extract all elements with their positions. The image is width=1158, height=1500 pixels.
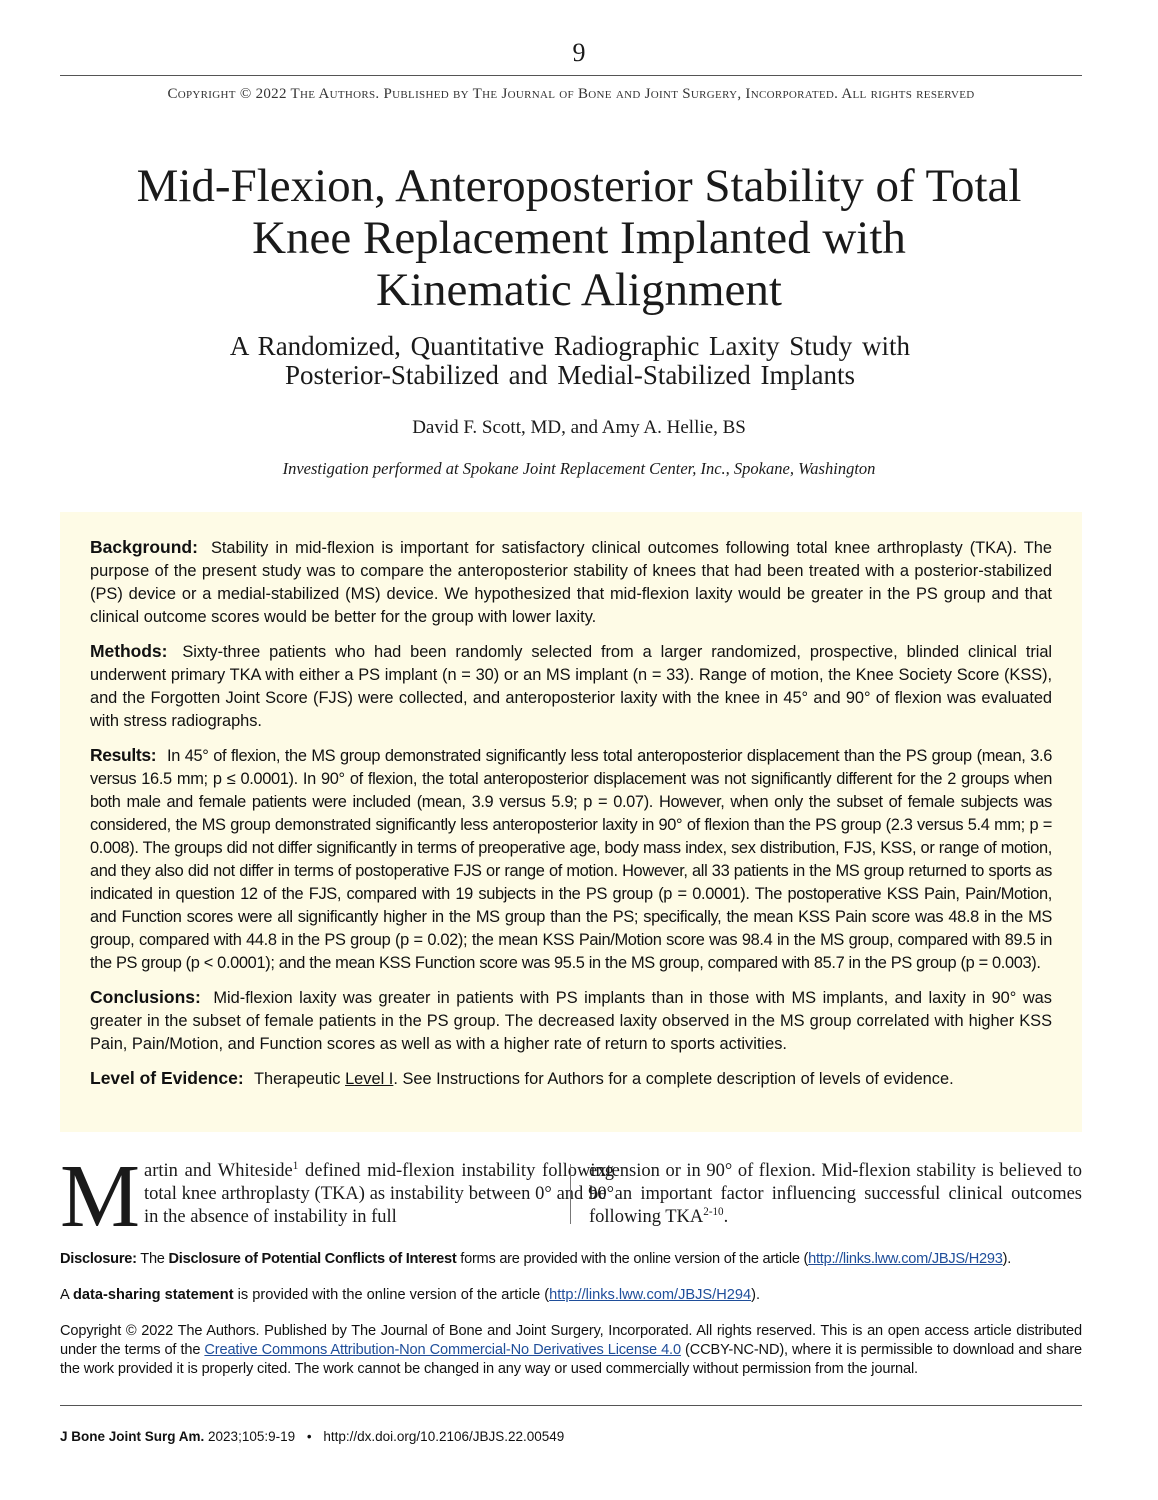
abstract-level-of-evidence [90, 1067, 1052, 1091]
abstract-methods [90, 640, 1052, 733]
data-sharing-text: is provided with the online version of the article ( [237, 1287, 550, 1303]
data-sharing-label: data-sharing statement [73, 1287, 234, 1303]
data-sharing-link[interactable]: http://links.lww.com/JBJS/H294 [549, 1287, 752, 1303]
title-line: Mid-Flexion, Anteroposterior Stability of Total [136, 160, 1022, 212]
doi-link[interactable]: http://dx.doi.org/10.2106/JBJS.22.00549 [323, 1429, 565, 1444]
intro-column-right [589, 1160, 1082, 1229]
license-link[interactable]: Creative Commons Attribution-Non Commercial-No Derivatives License 4.0 [204, 1342, 681, 1358]
citation: 2023;105:9-19 [208, 1429, 296, 1444]
author-list: David F. Scott, MD, and Amy A. Hellie, BS [412, 417, 746, 438]
article-title [80, 160, 1078, 316]
disclosure-statement [60, 1250, 1082, 1269]
intro-text: artin and Whiteside [144, 1161, 293, 1181]
data-sharing-text: A [60, 1287, 69, 1303]
disclosure-label: Disclosure: [60, 1251, 137, 1267]
title-line: Knee Replacement Implanted with [252, 212, 906, 264]
intro-text: extension or in 90° of flexion. Mid-flexion stability is believed to be an important factor influencing successful clinical outcomes following TKA [589, 1161, 1082, 1227]
copyright-text: Copyright © 2022 The Authors. Published by The Journal of Bone and Joint Surgery, Incorporated. All rights reserved. This is an open access article distributed under the terms of the [60, 1323, 1082, 1358]
reference-superscript[interactable]: 2-10 [703, 1205, 724, 1218]
intro-text: defined mid-flexion instability following total knee arthroplasty (TKA) as instability between 0° and 90° in the absence of instability in full [144, 1161, 614, 1227]
disclosure-text: The [140, 1251, 165, 1267]
reference-superscript[interactable]: 1 [292, 1159, 299, 1172]
footer-rule [60, 1405, 1082, 1406]
abstract-box [60, 512, 1082, 1132]
section-label: Conclusions: [90, 987, 201, 1007]
abstract-conclusions [90, 986, 1052, 1056]
page-footer [60, 1429, 1082, 1444]
data-sharing-statement [60, 1286, 1082, 1305]
section-label: Methods: [90, 641, 168, 661]
disclosure-text: forms are provided with the online version of the article ( [460, 1251, 809, 1267]
drop-cap: M [60, 1147, 141, 1246]
disclosure-text: ). [1002, 1251, 1012, 1267]
page-number: 9 [572, 38, 586, 67]
section-text: Therapeutic [253, 1070, 341, 1088]
intro-paragraph [60, 1147, 1082, 1246]
intro-text: . [723, 1207, 729, 1227]
copyright-text: (CCBY-NC-ND), where it is permissible to download and share the work provided it is properly cited. The work cannot be changed in any way or used commercially without permission from the journal. [60, 1342, 1082, 1377]
section-text: . See Instructions for Authors for a complete description of levels of evidence. [393, 1070, 954, 1088]
header-rule [60, 75, 1082, 76]
data-sharing-text: ). [751, 1287, 761, 1303]
copyright-notice [60, 1322, 1082, 1379]
abstract-background [90, 536, 1052, 629]
column-divider [570, 1164, 571, 1224]
section-label: Results: [90, 745, 157, 765]
title-line: Kinematic Alignment [376, 264, 782, 316]
disclosure-link[interactable]: http://links.lww.com/JBJS/H293 [808, 1251, 1003, 1267]
subtitle-line: Posterior-Stabilized and Medial-Stabilized Implants [284, 360, 856, 390]
section-text: Stability in mid-flexion is important for satisfactory clinical outcomes following total knee arthroplasty (TKA). The purpose of the present study was to compare the anteroposterior stability of knees that had been treated with a posterior-stabilized (PS) device or a medial-stabilized (MS) device. We hypothesized that mid-flexion laxity would be greater in the PS group and that clinical outcome scores would be better for the group with lower laxity. [90, 539, 1052, 626]
running-head: Copyright © 2022 The Authors. Published by The Journal of Bone and Joint Surgery, Incorporated. All rights reserved [167, 86, 975, 102]
section-text: In 45° of flexion, the MS group demonstrated significantly less total anteroposterior displacement than the PS group (mean, 3.6 versus 16.5 mm; p ≤ 0.0001). In 90° of flexion, the total anteroposterior displacement was not significantly different for the 2 groups when both male and female patients were included (mean, 3.9 versus 5.9; p = 0.07). However, when only the subset of female subjects was considered, the MS group demonstrated significantly less anteroposterior laxity in 90° of flexion than the PS group (2.3 versus 5.4 mm; p = 0.008). The groups did not differ significantly in terms of preoperative age, body mass index, sex distribution, FJS, KSS, or range of motion, and they also did not differ in terms of postoperative FJS or range of motion. However, all 33 patients in the MS group returned to sports as indicated in question 12 of the FJS, compared with 19 subjects in the PS group (p = 0.0001). The postoperative KSS Pain, Pain/Motion, and Function scores were all significantly higher in the MS group than the PS; specifically, the mean KSS Pain score was 48.8 in the MS group, compared with 44.8 in the PS group (p = 0.02); the mean KSS Pain/Motion score was 98.4 in the MS group, compared with 89.5 in the PS group (p < 0.0001); and the mean KSS Function score was 95.5 in the MS group, compared with 85.7 in the PS group (p = 0.003). [90, 747, 1052, 972]
disclosure-forms: Disclosure of Potential Conflicts of Interest [168, 1251, 457, 1267]
bullet-separator: • [306, 1429, 312, 1444]
investigation-site: Investigation performed at Spokane Joint Replacement Center, Inc., Spokane, Washington [282, 459, 876, 478]
section-label: Level of Evidence: [90, 1068, 244, 1088]
section-text: Sixty-three patients who had been randomly selected from a larger randomized, prospective, blinded clinical trial underwent primary TKA with either a PS implant (n = 30) or an MS implant (n = 33). Range of motion, the Knee Society Score (KSS), and the Forgotten Joint Score (FJS) were collected, and anteroposterior laxity with the knee in 45° and 90° of flexion was evaluated with stress radiographs. [90, 643, 1052, 730]
level-of-evidence-link[interactable]: Level I [345, 1070, 394, 1088]
abstract-results [90, 744, 1052, 975]
journal-name: J Bone Joint Surg Am. [60, 1429, 205, 1444]
intro-column-left [144, 1160, 614, 1229]
section-label: Background: [90, 537, 198, 557]
article-subtitle [140, 332, 1000, 390]
subtitle-line: A Randomized, Quantitative Radiographic Laxity Study with [229, 331, 911, 361]
section-text: Mid-flexion laxity was greater in patients with PS implants than in those with MS implants, and laxity in 90° was greater in the subset of female patients in the PS group. The decreased laxity observed in the MS group correlated with higher KSS Pain, Pain/Motion, and Function scores as well as with a higher rate of return to sports activities. [90, 989, 1052, 1053]
